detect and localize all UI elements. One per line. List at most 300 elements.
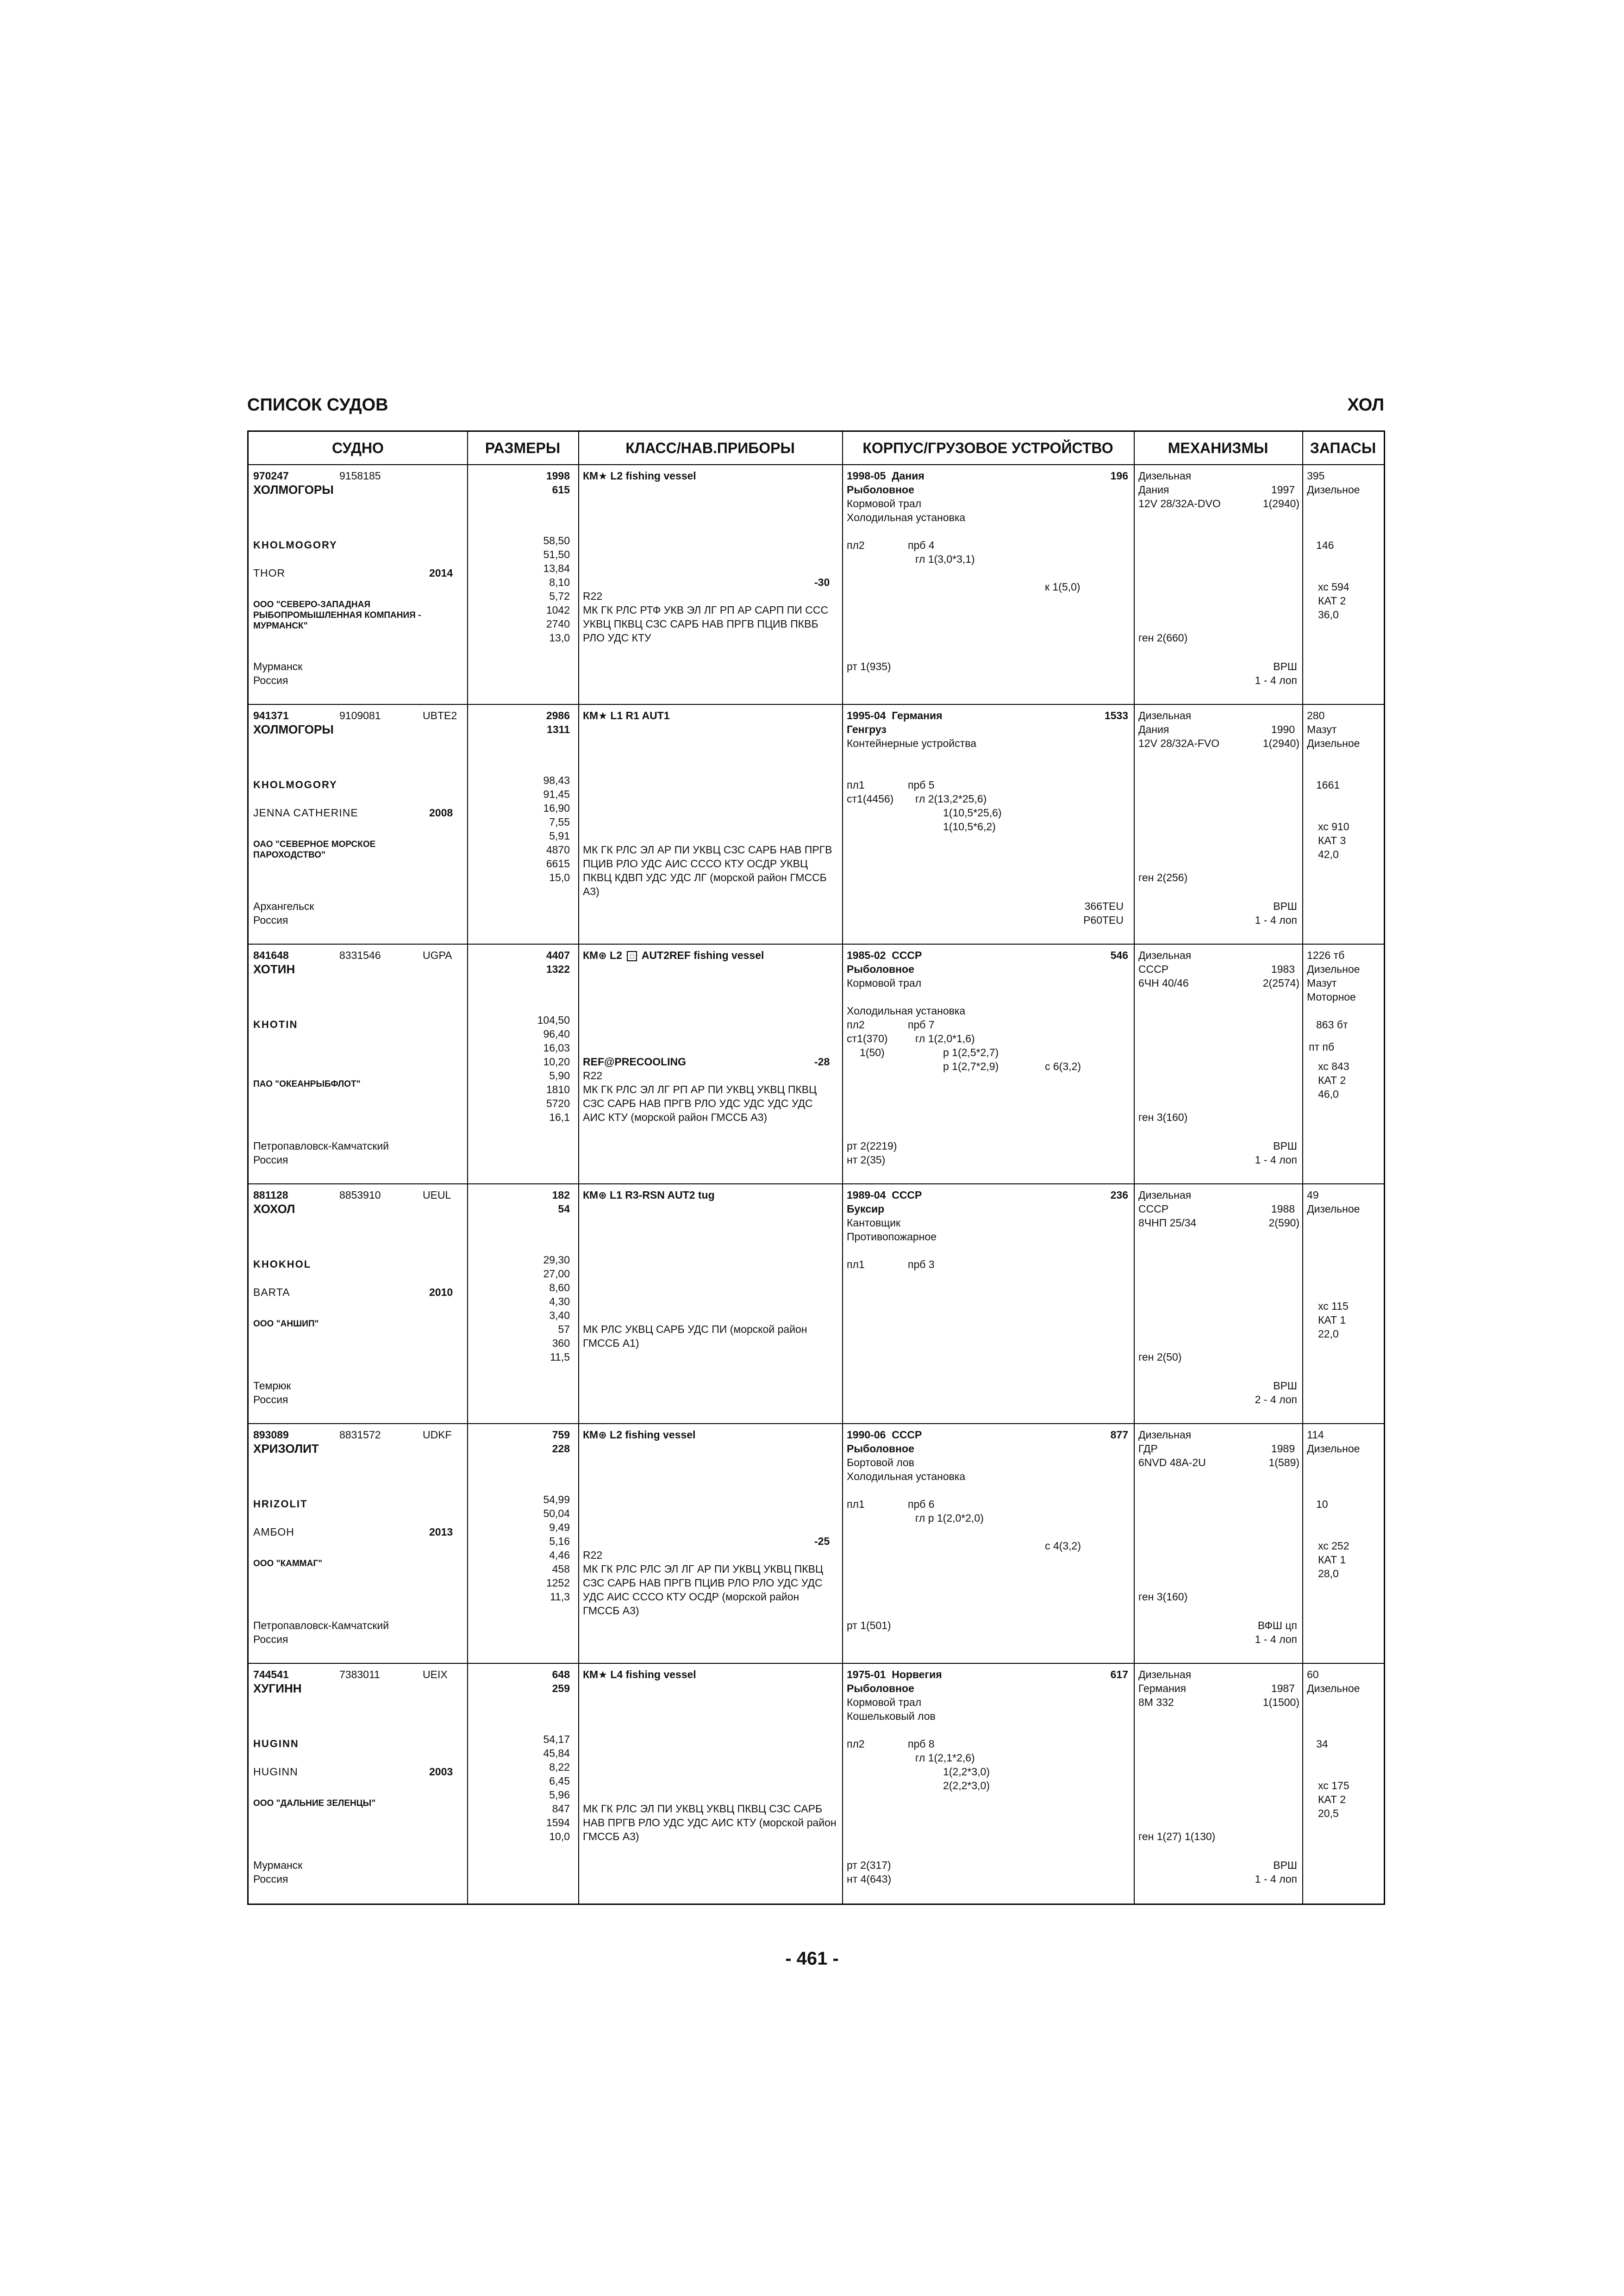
propeller-type: ВРШ — [1273, 1140, 1297, 1152]
hull-side: с 6(3,2) — [1045, 1060, 1081, 1072]
engine-year: 1988 — [1271, 1203, 1295, 1215]
engine-power: 2(2574) — [1262, 977, 1299, 989]
col-divider — [1302, 1664, 1303, 1904]
home-port: Петропавловск-Камчатский — [253, 1140, 389, 1152]
propeller-type: ВРШ — [1273, 660, 1297, 672]
engine-line: 12V 28/32A-FVO — [1138, 737, 1220, 749]
generators: ген 3(160) — [1138, 1111, 1188, 1123]
fuel-line: Дизельное — [1307, 484, 1360, 496]
fuel-line: 49 — [1307, 1189, 1319, 1201]
cargo-temperature: -30 — [814, 576, 830, 588]
engine-line: Дизельная — [1138, 949, 1192, 961]
deadweight-value: 360 — [552, 1337, 570, 1349]
deadweight-value: 1252 — [546, 1577, 570, 1589]
class-notation — [583, 1428, 695, 1442]
col-divider — [1302, 432, 1303, 464]
deadweight-value: 11,3 — [550, 1591, 570, 1603]
deadweight-value: 11,5 — [550, 1351, 570, 1363]
class-main: L1 R3-RSN AUT2 tug — [610, 1189, 715, 1201]
cargo-hold-line: пл2 — [847, 539, 865, 551]
col-divider — [578, 1184, 579, 1424]
stores-line: пт пб — [1309, 1041, 1335, 1053]
col-divider — [1134, 1184, 1135, 1424]
range-line: хс 843 — [1318, 1060, 1349, 1072]
engine-year: 1989 — [1271, 1443, 1295, 1455]
engine-line: ГДР — [1138, 1443, 1158, 1455]
range-line: КАТ 2 — [1318, 1074, 1346, 1086]
ship-record — [249, 465, 1384, 705]
cargo-temperature: -28 — [814, 1056, 830, 1068]
hull-number: 617 — [1110, 1668, 1128, 1680]
flag-country: Россия — [253, 914, 288, 926]
fuel-line: Дизельное — [1307, 963, 1360, 975]
propeller-blades: 2 - 4 лоп — [1255, 1394, 1297, 1406]
teu-line: P60TEU — [1083, 914, 1124, 926]
generators: ген 2(50) — [1138, 1351, 1182, 1363]
deadweight-value: 1594 — [546, 1817, 570, 1829]
build-date — [847, 1188, 922, 1202]
class-prefix: КМ — [583, 709, 599, 722]
ship-name: ХОХОЛ — [253, 1202, 295, 1216]
dimension-value: 50,04 — [543, 1507, 570, 1519]
cargo-hold-line: гл 1(3,0*3,1) — [915, 553, 975, 565]
build-year: 1990-06 — [847, 1429, 886, 1441]
engine-year: 1983 — [1271, 963, 1295, 975]
propeller-blades: 1 - 4 лоп — [1255, 1633, 1297, 1645]
cargo-hold-line: р 1(2,5*2,7) — [943, 1046, 999, 1058]
build-year: 1989-04 — [847, 1189, 886, 1201]
col-divider — [578, 432, 579, 464]
dimension-value: 51,50 — [543, 548, 570, 560]
engine-power: 1(2940) — [1262, 498, 1299, 510]
gross-tonnage: 182 — [552, 1189, 570, 1201]
range-line: КАТ 1 — [1318, 1554, 1346, 1566]
propeller-type: ВРШ — [1273, 1859, 1297, 1871]
home-port: Архангельск — [253, 900, 314, 912]
owner: ООО "АНШИП" — [253, 1319, 319, 1329]
gross-tonnage: 759 — [552, 1429, 570, 1441]
build-date — [847, 469, 924, 483]
cargo-hold-line: 1(50) — [860, 1046, 885, 1058]
class-main: L1 R1 AUT1 — [610, 709, 670, 722]
class-box-icon: □ — [627, 951, 637, 961]
engine-power: 1(2940) — [1262, 737, 1299, 749]
flag-country: Россия — [253, 1154, 288, 1166]
engine-line: Дания — [1138, 723, 1169, 735]
range-line: 22,0 — [1318, 1328, 1339, 1340]
cargo-hold-line: прб 4 — [908, 539, 935, 551]
engine-line: 6ЧН 40/46 — [1138, 977, 1189, 989]
class-notation — [583, 1188, 715, 1202]
col-header-ship: СУДНО — [332, 439, 384, 456]
range-line: 42,0 — [1318, 848, 1339, 860]
nav-equipment: МК ГК РЛС РТФ УКВ ЭЛ ЛГ РП АР САРП ПИ ССС УКВЦ ПКВЦ СЗС САРБ НАВ ПРГВ ПЦИВ ПКВБ РЛО УДС КТУ — [583, 604, 829, 644]
hull-description-line: Холодильная установка — [847, 511, 966, 523]
deadweight-value: 6615 — [546, 858, 570, 870]
dimension-value: 5,72 — [549, 590, 570, 602]
deadweight-value: 2740 — [546, 618, 570, 630]
fuel-line: 114 — [1307, 1429, 1324, 1441]
cargo-hold-line: гл 2(13,2*25,6) — [915, 793, 987, 805]
build-year: 1998-05 — [847, 470, 886, 482]
stores-line: 146 — [1316, 539, 1334, 551]
ship-name: ХРИЗОЛИТ — [253, 1442, 319, 1456]
dimension-value: 96,40 — [543, 1028, 570, 1040]
dimension-value: 9,49 — [549, 1521, 570, 1533]
ship-record — [249, 1664, 1384, 1904]
propeller-type: ВРШ — [1273, 900, 1297, 912]
hull-number: 877 — [1110, 1429, 1128, 1441]
col-divider — [1134, 1424, 1135, 1664]
propeller-blades: 1 - 4 лоп — [1255, 914, 1297, 926]
owner: ООО "СЕВЕРО-ЗАПАДНАЯ РЫБОПРОМЫШЛЕННАЯ КОМПАНИЯ - МУРМАНСК" — [253, 600, 421, 631]
deadweight-value: 10,0 — [549, 1830, 570, 1842]
class-main: L4 fishing vessel — [610, 1668, 696, 1680]
col-divider — [842, 465, 843, 705]
dimension-value: 10,20 — [543, 1056, 570, 1068]
ship-name: ХУГИНН — [253, 1681, 302, 1695]
home-port: Мурманск — [253, 660, 303, 672]
hull-description-line: Кантовщик — [847, 1217, 901, 1229]
engine-line: Германия — [1138, 1682, 1187, 1694]
propeller-blades: 1 - 4 лоп — [1255, 1873, 1297, 1885]
col-divider — [842, 705, 843, 945]
range-line: КАТ 2 — [1318, 595, 1346, 607]
cargo-hold-line: прб 3 — [908, 1258, 935, 1270]
ship-name: ХОЛМОГОРЫ — [253, 483, 334, 497]
deadweight-value: 1042 — [546, 604, 570, 616]
cargo-hold-line: 2(2,2*3,0) — [943, 1780, 990, 1792]
col-header-stores: ЗАПАСЫ — [1310, 439, 1376, 456]
col-divider — [578, 1664, 579, 1904]
deadweight-value: 15,0 — [549, 871, 570, 884]
range-line: КАТ 1 — [1318, 1314, 1346, 1326]
build-year: 1975-01 — [847, 1668, 886, 1680]
class-prefix: КМ — [583, 949, 599, 961]
tonnage-line: рт 1(935) — [847, 660, 891, 672]
reg-number: 841648 — [253, 949, 289, 961]
ship-name-latin: KHOLMOGORY — [253, 539, 337, 551]
dimension-value: 29,30 — [543, 1254, 570, 1266]
dimension-value: 5,90 — [549, 1070, 570, 1082]
hull-number: 1533 — [1104, 709, 1128, 722]
build-year: 1995-04 — [847, 709, 886, 722]
deadweight-value: 847 — [552, 1803, 570, 1815]
imo-number: 7383011 — [339, 1668, 380, 1680]
cargo-hold-line: ст1(370) — [847, 1033, 888, 1045]
hull-number: 546 — [1110, 949, 1128, 961]
ship-type: Рыболовное — [847, 484, 914, 496]
cargo-hold-line: пл1 — [847, 1498, 865, 1510]
col-divider — [1302, 1184, 1303, 1424]
net-tonnage: 615 — [552, 484, 570, 496]
range-line: хс 115 — [1318, 1300, 1349, 1312]
ship-name-latin: KHOLMOGORY — [253, 779, 337, 790]
range-line: хс 175 — [1318, 1780, 1349, 1792]
build-date — [847, 948, 922, 962]
teu-line: 366TEU — [1084, 900, 1124, 912]
propeller-type: ВФШ цп — [1257, 1619, 1297, 1631]
dimension-value: 8,22 — [549, 1761, 570, 1773]
tonnage-line: нт 2(35) — [847, 1154, 886, 1166]
engine-line: СССР — [1138, 1203, 1169, 1215]
tonnage-line: рт 2(317) — [847, 1859, 891, 1871]
imo-number: 8331546 — [339, 949, 381, 961]
build-country: СССР — [892, 1189, 922, 1201]
fuel-line: Мазут — [1307, 977, 1337, 989]
cargo-hold-line: гл 1(2,1*2,6) — [915, 1752, 975, 1764]
dimension-value: 13,84 — [543, 562, 570, 574]
former-year: 2008 — [429, 807, 453, 819]
generators: ген 2(660) — [1138, 632, 1188, 644]
cargo-hold-line: ст1(4456) — [847, 793, 894, 805]
class-prefix: КМ — [583, 1189, 599, 1201]
dimension-value: 5,96 — [549, 1789, 570, 1801]
engine-line: Дания — [1138, 484, 1169, 496]
col-divider — [842, 1424, 843, 1664]
class-sign-icon: ⊛ — [598, 1429, 607, 1441]
former-year: 2003 — [429, 1766, 453, 1778]
call-sign: UEIX — [423, 1668, 448, 1680]
dimension-value: 5,16 — [549, 1535, 570, 1547]
range-line: 46,0 — [1318, 1088, 1339, 1100]
former-year: 2013 — [429, 1526, 453, 1538]
nav-equipment: МК ГК РЛС ЭЛ АР ПИ УКВЦ СЗС САРБ НАВ ПРГВ ПЦИВ РЛО УДС АИС СССО КТУ ОСДР УКВЦ ПКВЦ КДВП УДС УДС ЛГ (морской район ГМССБ А3) — [583, 844, 832, 897]
ship-name: ХОТИН — [253, 962, 295, 976]
gross-tonnage: 4407 — [546, 949, 570, 961]
range-line: 36,0 — [1318, 609, 1339, 621]
net-tonnage: 1311 — [547, 723, 570, 735]
propeller-blades: 1 - 4 лоп — [1255, 674, 1297, 686]
generators: ген 3(160) — [1138, 1591, 1188, 1603]
generators: ген 1(27) 1(130) — [1138, 1830, 1216, 1842]
flag-country: Россия — [253, 1873, 288, 1885]
cargo-temperature: -25 — [814, 1535, 830, 1547]
dimension-value: 6,45 — [549, 1775, 570, 1787]
engine-year: 1987 — [1271, 1682, 1295, 1694]
fuel-line: Дизельное — [1307, 1203, 1360, 1215]
home-port: Мурманск — [253, 1859, 303, 1871]
col-divider — [1134, 432, 1135, 464]
stores-line: 34 — [1316, 1738, 1328, 1750]
class-extra: AUT2REF fishing vessel — [641, 949, 764, 961]
cargo-hold-line: прб 7 — [908, 1019, 935, 1031]
net-tonnage: 259 — [552, 1682, 570, 1694]
home-port: Петропавловск-Камчатский — [253, 1619, 389, 1631]
hull-side: к 1(5,0) — [1045, 581, 1081, 593]
hull-number: 196 — [1110, 470, 1128, 482]
engine-line: Дизельная — [1138, 709, 1192, 722]
dimension-value: 4,46 — [549, 1549, 570, 1561]
col-divider — [1302, 1424, 1303, 1664]
stores-line: 863 бт — [1316, 1019, 1348, 1031]
reg-number: 941371 — [253, 709, 289, 722]
refrigerant: R22 — [583, 590, 603, 602]
reg-number: 970247 — [253, 470, 289, 482]
imo-number: 8831572 — [339, 1429, 381, 1441]
propeller-type: ВРШ — [1273, 1380, 1297, 1392]
class-sign-icon: ★ — [598, 470, 607, 482]
fuel-line: 60 — [1307, 1668, 1319, 1680]
build-date — [847, 709, 943, 722]
call-sign: UGPA — [423, 949, 452, 961]
class-prefix: КМ — [583, 1668, 599, 1680]
generators: ген 2(256) — [1138, 871, 1188, 884]
dimension-value: 54,17 — [543, 1733, 570, 1745]
flag-country: Россия — [253, 674, 288, 686]
engine-line: СССР — [1138, 963, 1169, 975]
deadweight-value: 16,1 — [549, 1111, 570, 1123]
build-country: Норвегия — [892, 1668, 942, 1680]
ship-type: Рыболовное — [847, 1682, 914, 1694]
engine-year: 1997 — [1271, 484, 1295, 496]
dimension-value: 98,43 — [543, 774, 570, 786]
flag-country: Россия — [253, 1633, 288, 1645]
ship-name-latin: HUGINN — [253, 1738, 299, 1749]
ship-record — [249, 1184, 1384, 1424]
class-sign-icon: ★ — [598, 710, 607, 722]
stores-line: 10 — [1316, 1498, 1328, 1510]
nav-equipment: МК ГК РЛС ЭЛ ПИ УКВЦ УКВЦ ПКВЦ СЗС САРБ НАВ ПРГВ РЛО УДС УДС АИС КТУ (морской район ГМССБ А3) — [583, 1803, 837, 1842]
range-line: хс 910 — [1318, 821, 1349, 833]
range-line: хс 252 — [1318, 1540, 1349, 1552]
former-name: BARTA — [253, 1286, 290, 1298]
dimension-value: 45,84 — [543, 1747, 570, 1759]
engine-line: 6NVD 48A-2U — [1138, 1456, 1206, 1468]
class-main: L2 fishing vessel — [610, 470, 696, 482]
deadweight-value: 458 — [552, 1563, 570, 1575]
dimension-value: 8,10 — [549, 576, 570, 588]
cargo-hold-line: 1(10,5*6,2) — [943, 821, 996, 833]
col-divider — [1134, 705, 1135, 945]
hull-number: 236 — [1110, 1189, 1128, 1201]
stores-line: 1661 — [1316, 779, 1340, 791]
class-main: L2 — [610, 949, 622, 961]
cargo-hold-line: гл 1(2,0*1,6) — [915, 1033, 975, 1045]
col-divider — [1134, 1664, 1135, 1904]
home-port: Темрюк — [253, 1380, 291, 1392]
flag-country: Россия — [253, 1394, 288, 1406]
ship-type: Рыболовное — [847, 963, 914, 975]
dimension-value: 4,30 — [549, 1295, 570, 1307]
class-notation — [583, 709, 670, 723]
col-divider — [467, 432, 468, 464]
engine-line: Дизельная — [1138, 1429, 1192, 1441]
ship-type: Генгруз — [847, 723, 887, 735]
hull-description-line: Кошельковый лов — [847, 1710, 936, 1722]
ship-name-latin: KHOTIN — [253, 1019, 298, 1030]
section-label: ХОЛ — [1347, 395, 1384, 415]
engine-year: 1990 — [1271, 723, 1295, 735]
col-divider — [842, 432, 843, 464]
former-name: JENNA CATHERINE — [253, 807, 358, 819]
cargo-hold-line: прб 5 — [908, 779, 935, 791]
ship-name-latin: KHOKHOL — [253, 1258, 312, 1270]
net-tonnage: 1322 — [546, 963, 570, 975]
class-prefix: КМ — [583, 1429, 599, 1441]
former-year: 2014 — [429, 567, 453, 579]
hull-description-line: Противопожарное — [847, 1231, 937, 1243]
cargo-hold-line: пл1 — [847, 1258, 865, 1270]
build-country: Германия — [892, 709, 943, 722]
call-sign: UDKF — [423, 1429, 452, 1441]
build-date — [847, 1428, 922, 1442]
fuel-line: 280 — [1307, 709, 1325, 722]
gross-tonnage: 1998 — [546, 470, 570, 482]
dimension-value: 27,00 — [543, 1268, 570, 1280]
tonnage-line: рт 2(2219) — [847, 1140, 897, 1152]
imo-number: 9109081 — [339, 709, 381, 722]
col-divider — [842, 1184, 843, 1424]
hull-description-line: Кормовой трал — [847, 498, 922, 510]
range-line: КАТ 3 — [1318, 834, 1346, 846]
former-name: АМБОН — [253, 1526, 294, 1538]
refrigerant: R22 — [583, 1549, 603, 1561]
range-line: КАТ 2 — [1318, 1793, 1346, 1805]
cargo-hold-line: прб 8 — [908, 1738, 935, 1750]
net-tonnage: 54 — [558, 1203, 570, 1215]
hull-description-line: Контейнерные устройства — [847, 737, 976, 749]
fuel-line: 395 — [1307, 470, 1325, 482]
build-date — [847, 1668, 942, 1681]
col-divider — [578, 945, 579, 1184]
cargo-hold-line: пл2 — [847, 1019, 865, 1031]
reg-number: 881128 — [253, 1189, 288, 1201]
ship-record — [249, 945, 1384, 1184]
deadweight-value: 1810 — [546, 1083, 570, 1095]
deadweight-value: 57 — [558, 1323, 570, 1335]
tonnage-line: рт 1(501) — [847, 1619, 891, 1631]
class-notation — [583, 1668, 696, 1682]
cargo-hold-line: прб 6 — [908, 1498, 935, 1510]
class-sign-icon: ⊛ — [598, 950, 607, 961]
ship-record — [249, 705, 1384, 945]
ship-name-latin: HRIZOLIT — [253, 1498, 308, 1510]
fuel-line: Дизельное — [1307, 1443, 1360, 1455]
dimension-value: 3,40 — [549, 1309, 570, 1321]
imo-number: 8853910 — [339, 1189, 381, 1201]
cargo-hold-line: 1(10,5*25,6) — [943, 807, 1002, 819]
hull-description-line: Кормовой трал — [847, 977, 922, 989]
gross-tonnage: 648 — [552, 1668, 570, 1680]
range-line: 20,5 — [1318, 1807, 1339, 1819]
dimension-value: 16,90 — [543, 802, 570, 814]
fuel-line: Мазут — [1307, 723, 1337, 735]
nav-equipment: МК ГК РЛС ЭЛ ЛГ РП АР ПИ УКВЦ УКВЦ ПКВЦ СЗС САРБ НАВ ПРГВ РЛО УДС УДС УДС УДС АИС КТУ (морской район ГМССБ А3) — [583, 1083, 817, 1123]
col-divider — [1134, 465, 1135, 705]
dimension-value: 8,60 — [549, 1282, 570, 1294]
nav-equipment: МК РЛС УКВЦ САРБ УДС ПИ (морской район ГМССБ А1) — [583, 1323, 807, 1349]
nav-equipment: МК ГК РЛС РЛС ЭЛ ЛГ АР ПИ УКВЦ УКВЦ ПКВЦ СЗС САРБ НАВ ПРГВ ПЦИВ РЛО РЛО УДС УДС УДС АИС СССО КТУ ОСДР (морской район ГМССБ А3) — [583, 1563, 823, 1617]
owner: ПАО "ОКЕАНРЫБФЛОТ" — [253, 1079, 361, 1089]
cargo-hold-line: пл1 — [847, 779, 865, 791]
ship-name: ХОЛМОГОРЫ — [253, 722, 334, 736]
dimension-value: 16,03 — [543, 1042, 570, 1054]
fuel-line: Моторное — [1307, 991, 1356, 1003]
col-divider — [1302, 465, 1303, 705]
range-line: хс 594 — [1318, 581, 1349, 593]
col-header-dimensions: РАЗМЕРЫ — [485, 439, 561, 456]
col-header-class: КЛАСС/НАВ.ПРИБОРЫ — [625, 439, 795, 456]
build-country: Дания — [892, 470, 924, 482]
dimension-value: 58,50 — [543, 535, 570, 547]
ship-record — [249, 1424, 1384, 1664]
former-year: 2010 — [429, 1286, 453, 1298]
col-divider — [578, 465, 579, 705]
col-divider — [842, 1664, 843, 1904]
tonnage-line: нт 4(643) — [847, 1873, 892, 1885]
fuel-line: Дизельное — [1307, 1682, 1360, 1694]
